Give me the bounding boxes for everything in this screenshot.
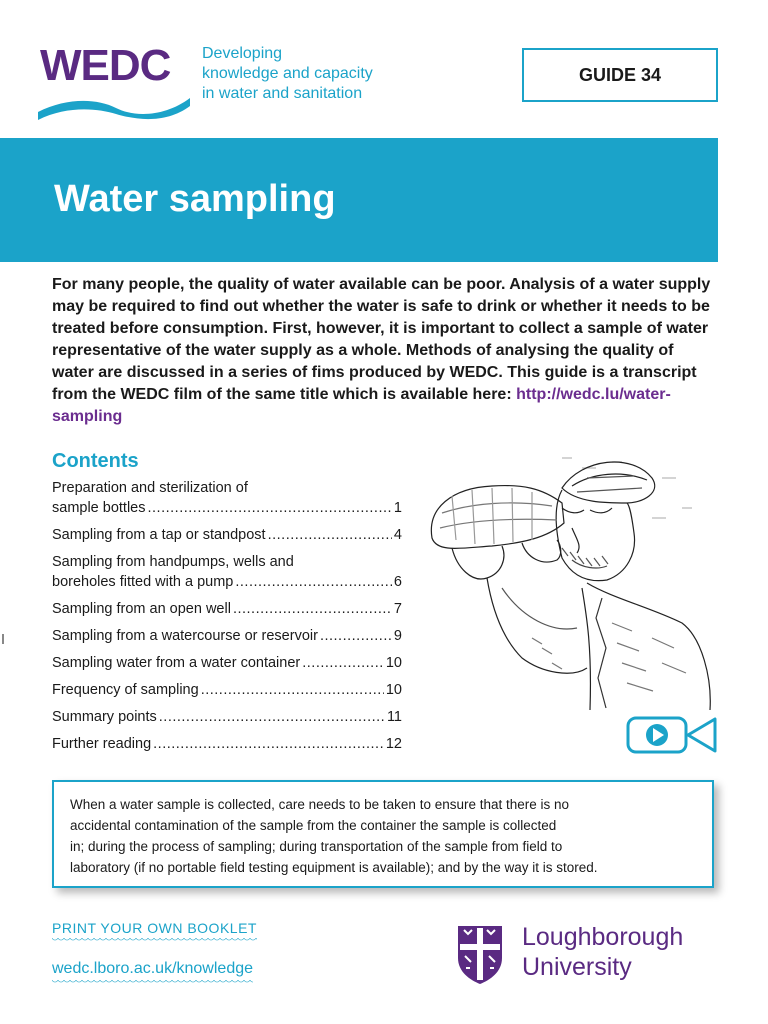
man-drinking-illustration xyxy=(412,448,718,712)
university-crest-icon xyxy=(456,924,504,986)
title-banner xyxy=(0,138,718,262)
toc-page-number: 10 xyxy=(385,682,402,698)
university-name xyxy=(522,922,683,982)
wedc-logo xyxy=(36,40,192,120)
toc-entry[interactable] xyxy=(52,552,402,592)
contents-heading: Contents xyxy=(52,450,139,472)
tagline-line: knowledge and capacity xyxy=(202,65,373,82)
table-of-contents xyxy=(52,478,402,761)
film-link[interactable]: http://wedc.lu/water-sampling xyxy=(52,386,671,425)
toc-entry-label: boreholes fitted with a pump xyxy=(52,574,234,590)
toc-page-number: 7 xyxy=(393,601,402,617)
notice-line: laboratory (if no portable field testing equipment is available); and by the way it is stored. xyxy=(70,860,598,875)
university-name-line: Loughborough xyxy=(522,923,684,951)
toc-entry[interactable] xyxy=(52,525,402,545)
page-title: Water sampling xyxy=(54,178,336,220)
margin-mark xyxy=(2,634,4,644)
print-booklet-link[interactable] xyxy=(52,920,257,943)
toc-page-number: 10 xyxy=(385,655,402,671)
toc-entry-label: Frequency of sampling xyxy=(52,682,199,698)
tagline-line: in water and sanitation xyxy=(202,85,363,102)
toc-entry-line1: Preparation and sterilization of xyxy=(52,480,248,496)
wavy-underline xyxy=(52,980,253,985)
university-name-line: University xyxy=(522,953,632,981)
wavy-underline xyxy=(52,938,257,943)
toc-leader xyxy=(148,498,392,518)
toc-entry[interactable] xyxy=(52,599,402,619)
video-camera-icon[interactable] xyxy=(626,714,718,756)
wedc-logo-text: WEDC xyxy=(40,41,171,90)
wave-icon xyxy=(36,90,192,124)
toc-page-number: 1 xyxy=(393,500,402,516)
intro-paragraph xyxy=(52,274,714,428)
toc-entry-label: Sampling from a watercourse or reservoir xyxy=(52,628,318,644)
toc-leader xyxy=(268,525,392,545)
tagline-line: Developing xyxy=(202,45,283,62)
toc-leader xyxy=(302,653,384,673)
notice-text xyxy=(70,794,698,878)
toc-leader xyxy=(235,572,392,592)
guide-number-badge xyxy=(522,48,718,102)
toc-leader xyxy=(201,680,384,700)
notice-line: When a water sample is collected, care needs to be taken to ensure that there is no xyxy=(70,797,570,812)
toc-page-number: 6 xyxy=(393,574,402,590)
notice-line: accidental contamination of the sample from the container the sample is collected xyxy=(70,818,557,833)
web-link-label: wedc.lboro.ac.uk/knowledge xyxy=(52,960,254,977)
toc-entry-label: Sampling water from a water container xyxy=(52,655,301,671)
toc-entry[interactable] xyxy=(52,626,402,646)
toc-entry-label: Sampling from an open well xyxy=(52,601,231,617)
toc-entry[interactable] xyxy=(52,478,402,518)
toc-entry-label: Further reading xyxy=(52,736,152,752)
knowledge-web-link[interactable] xyxy=(52,960,253,985)
toc-entry-label: Sampling from a tap or standpost xyxy=(52,527,266,543)
sampling-notice-box xyxy=(52,780,714,888)
toc-entry[interactable] xyxy=(52,707,402,727)
tagline xyxy=(202,44,442,104)
toc-leader xyxy=(320,626,392,646)
toc-entry-line1: Sampling from handpumps, wells and xyxy=(52,554,294,570)
toc-page-number: 4 xyxy=(393,527,402,543)
toc-page-number: 11 xyxy=(386,709,402,725)
toc-leader xyxy=(153,734,384,754)
print-booklet-label: PRINT YOUR OWN BOOKLET xyxy=(52,920,257,936)
toc-entry-label: Summary points xyxy=(52,709,157,725)
intro-text: For many people, the quality of water available can be poor. Analysis of a water supply may be required to find out whether the water is safe to drink or whether it needs to be treated before consumption. First, however, it is important to collect a sample of water representative of the water supply as a whole. Methods of analysing the quality of water are discussed in a series of fims produced by WEDC. This guide is a transcript from the WEDC film of the same title which is available here: xyxy=(52,276,711,403)
toc-page-number: 9 xyxy=(393,628,402,644)
toc-entry[interactable] xyxy=(52,734,402,754)
toc-entry[interactable] xyxy=(52,680,402,700)
toc-page-number: 12 xyxy=(385,736,402,752)
toc-entry[interactable] xyxy=(52,653,402,673)
toc-entry-label: sample bottles xyxy=(52,500,146,516)
toc-leader xyxy=(159,707,385,727)
notice-line: in; during the process of sampling; during transportation of the sample from field to xyxy=(70,839,563,854)
toc-leader xyxy=(233,599,392,619)
guide-label: GUIDE 34 xyxy=(578,64,662,85)
